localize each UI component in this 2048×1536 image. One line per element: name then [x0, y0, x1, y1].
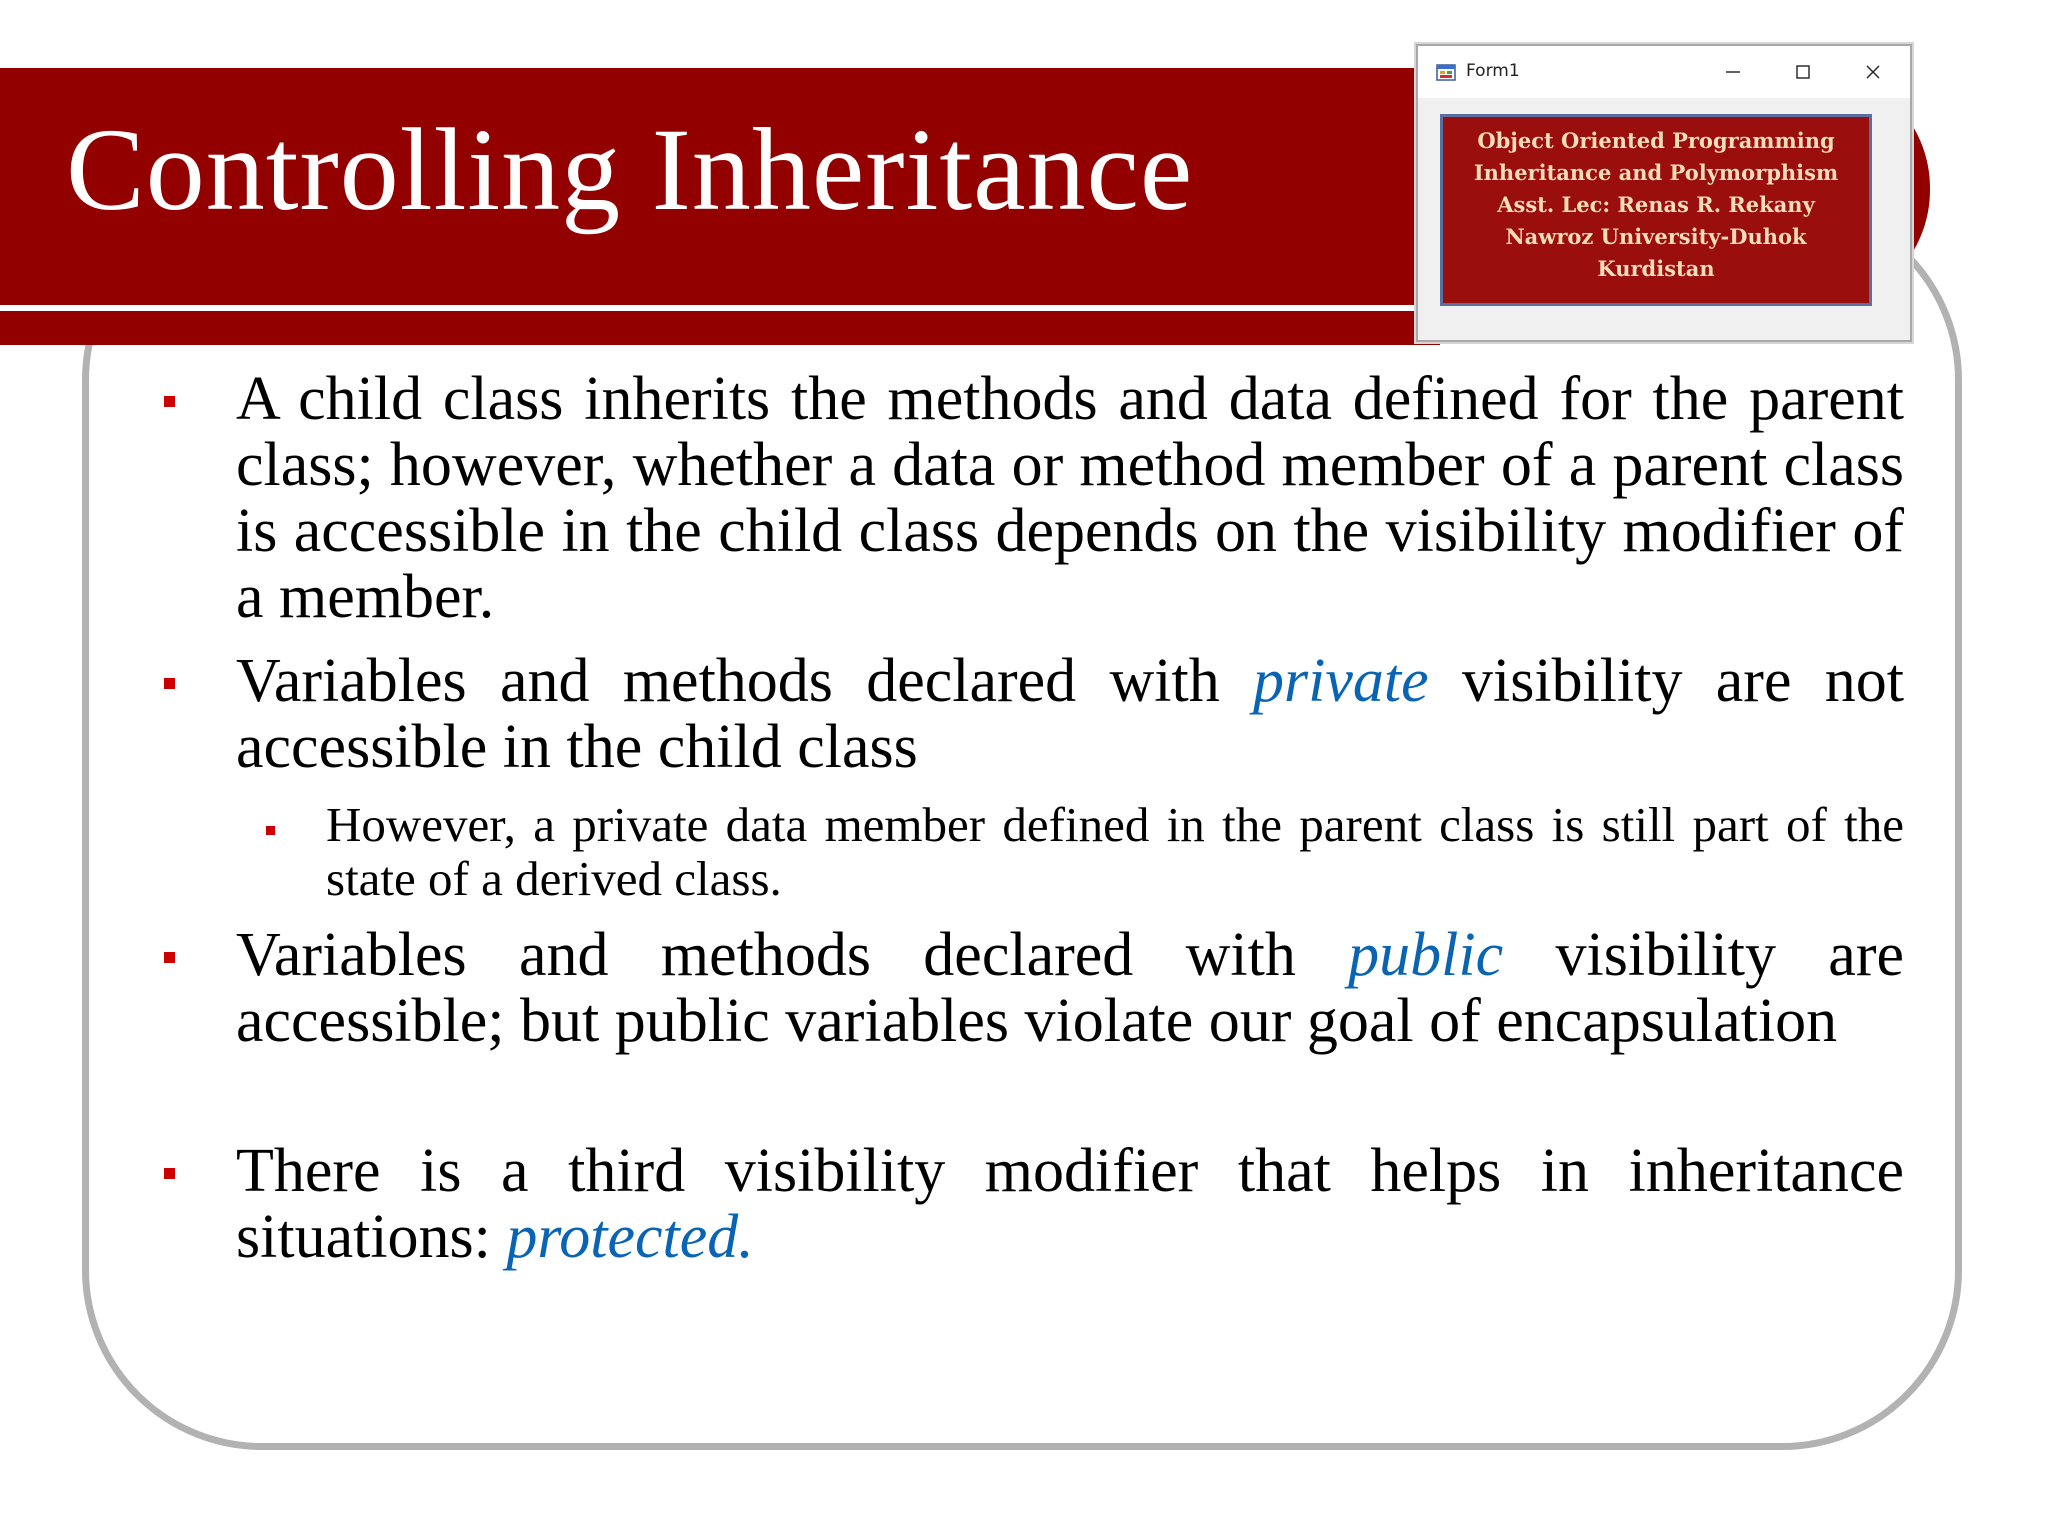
bullet-4-text-before: There is a third visibility modifier that helps in inheritance situations:: [236, 1137, 1904, 1271]
bullet-3-text-after: visibility are accessible; but public variables violate our goal of encapsulation: [236, 921, 1904, 1055]
form-window[interactable]: [1416, 44, 1912, 342]
title-lower-band: [0, 311, 1440, 345]
keyword-public: public: [1348, 921, 1504, 989]
maximize-button[interactable]: [1768, 46, 1838, 98]
maximize-icon: [1794, 63, 1812, 81]
form-info-label: [1440, 114, 1872, 306]
form-label-line: Kurdistan: [1597, 256, 1715, 281]
sub-bullet-text: However, a private data member defined in the parent class is still part of the state of a derived class.: [326, 797, 1904, 906]
bullet-text-2: [236, 648, 1904, 780]
sub-bullet-marker: [266, 826, 275, 835]
bullet-2-text-after: visibility are not accessible in the child class: [236, 647, 1904, 781]
bullet-marker: [164, 396, 175, 407]
form-label-line: Object Oriented Programming: [1477, 128, 1835, 153]
bullet-text-3: [236, 922, 1904, 1054]
form-label-line: Inheritance and Polymorphism: [1473, 160, 1839, 185]
slide-title: Controlling Inheritance: [66, 104, 1194, 235]
bullet-2-text-before: Variables and methods declared with: [236, 647, 1254, 715]
bullet-text-1: A child class inherits the methods and data defined for the parent class; however, whether a data or method member of a parent class is accessible in the child class depends on the visibility modifier of a member.: [236, 365, 1904, 631]
bullet-marker: [164, 1168, 175, 1179]
close-icon: [1864, 63, 1882, 81]
form-label-line: Nawroz University-Duhok: [1505, 224, 1807, 249]
keyword-private: private: [1253, 647, 1429, 715]
bullet-3-text-before: Variables and methods declared with: [236, 921, 1349, 989]
keyword-protected: protected.: [506, 1203, 754, 1271]
form-titlebar[interactable]: [1418, 46, 1910, 98]
form-label-line: Asst. Lec: Renas R. Rekany: [1497, 192, 1815, 217]
minimize-button[interactable]: [1698, 46, 1768, 98]
form-title: Form1: [1466, 61, 1520, 81]
form-app-icon: [1436, 62, 1456, 82]
bullet-text-4: [236, 1138, 1904, 1270]
bullet-marker: [164, 952, 175, 963]
close-button[interactable]: [1838, 46, 1908, 98]
bullet-marker: [164, 678, 175, 689]
minimize-icon: [1724, 63, 1742, 81]
